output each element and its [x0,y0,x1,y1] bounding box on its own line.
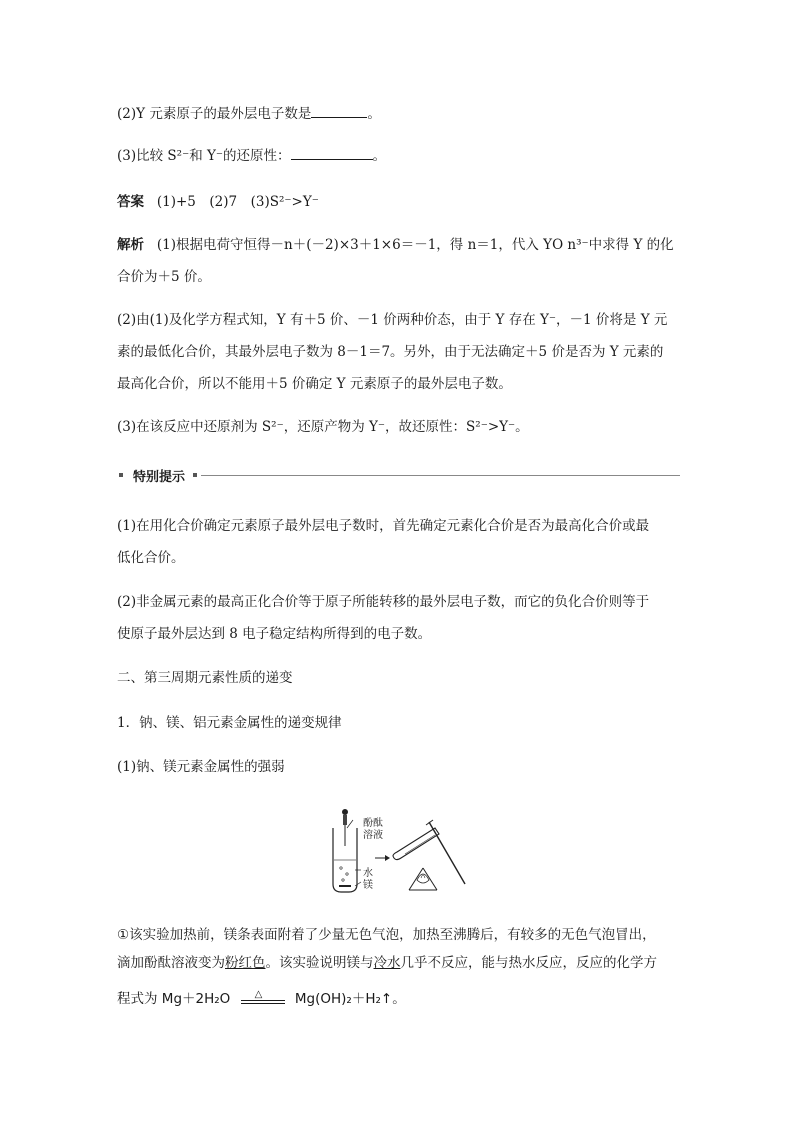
analysis-p2-line2: 素的最低化合价，其最外层电子数为 8－1＝7。另外，由于无法确定＋5 价是否为 Y 元素的 [117,344,664,360]
question-2-text: (2)Y 元素原子的最外层电子数是 [117,106,312,122]
answer-blank [291,146,373,160]
exp-line2-c: 几乎不反应，能与热水反应，反应的化学方 [400,955,657,971]
equation-reactants: 程式为 Mg＋2H₂O [117,991,231,1007]
equals-line-top [241,1000,285,1001]
bullet-square [119,473,123,477]
analysis-p1-line2: 合价为＋5 价。 [117,269,211,285]
heating-equals-sign [241,990,285,1008]
bullet-square [193,473,197,477]
analysis-p2-line1: (2)由(1)及化学方程式知，Y 有＋5 价、－1 价两种价态，由于 Y 存在 Y⁻，－1 价将是 Y 元 [117,312,668,328]
heat-condition-symbol: △ [254,989,263,1000]
analysis-p1-line1: (1)根据电荷守恒得－n＋(－2)×3＋1×6＝－1，得 n＝1，代入 YO n³⁻中求得 Y 的化 [156,237,674,253]
equation-products: Mg(OH)₂＋H₂↑。 [294,991,406,1007]
tip-p1-line1: (1)在用化合价确定元素原子最外层电子数时，首先确定元素化合价是否为最高化合价或最 [117,518,650,534]
answer-label: 答案 [117,194,144,210]
tip-p2-line2: 使原子最外层达到 8 电子稳定结构所得到的电子数。 [117,626,432,642]
experiment-apparatus-diagram [325,808,475,896]
tip-p1-line2: 低化合价。 [117,550,185,566]
equals-line-bottom [241,1003,285,1004]
question-3-text: (3)比较 S²⁻和 Y⁻的还原性： [117,148,291,164]
analysis-line-1 [117,236,674,254]
answer-line [117,193,319,211]
underlined-cold-water: 冷水 [373,955,401,971]
label-magnesium: 镁 [363,880,373,891]
subheading: 1．钠、镁、铝元素金属性的递变规律 [117,715,342,731]
tip-p2-line1: (2)非金属元素的最高正化合价等于原子所能转移的最外层电子数，而它的负化合价则等于 [117,594,650,610]
section-heading: 二、第三周期元素性质的递变 [117,670,293,686]
special-tip-header [117,466,680,484]
question-2 [117,104,381,123]
experiment-figure [325,808,475,896]
question-2-tail: 。 [367,106,381,122]
analysis-label: 解析 [117,237,144,253]
question-3-tail: 。 [372,148,387,164]
exp-line2-a: 滴加酚酞溶液变为 [117,955,225,971]
exp-line2-b: 。该实验说明镁与 [265,955,374,971]
experiment-line-1: ①该实验加热前，镁条表面附着了少量无色气泡，加热至沸腾后，有较多的无色气泡冒出， [117,927,656,943]
divider-rule [201,475,680,476]
label-indicator-line2: 溶液 [363,830,383,841]
sub-subheading: (1)钠、镁元素金属性的强弱 [117,759,285,775]
answer-blank [311,104,367,118]
experiment-line-3 [117,990,406,1008]
underlined-pink: 粉红色 [225,955,266,971]
analysis-p3: (3)在该反应中还原剂为 S²⁻，还原产物为 Y⁻，故还原性：S²⁻>Y⁻。 [117,419,529,435]
analysis-p2-line3: 最高化合价，所以不能用＋5 价确定 Y 元素原子的最外层电子数。 [117,376,512,392]
answer-body: (1)+5 (2)7 (3)S²⁻>Y⁻ [156,194,319,210]
label-water: 水 [363,868,373,879]
special-tip-label: 特别提示 [133,470,186,485]
label-indicator-line1: 酚酞 [363,818,383,829]
experiment-line-2 [117,954,657,972]
question-3 [117,146,386,165]
